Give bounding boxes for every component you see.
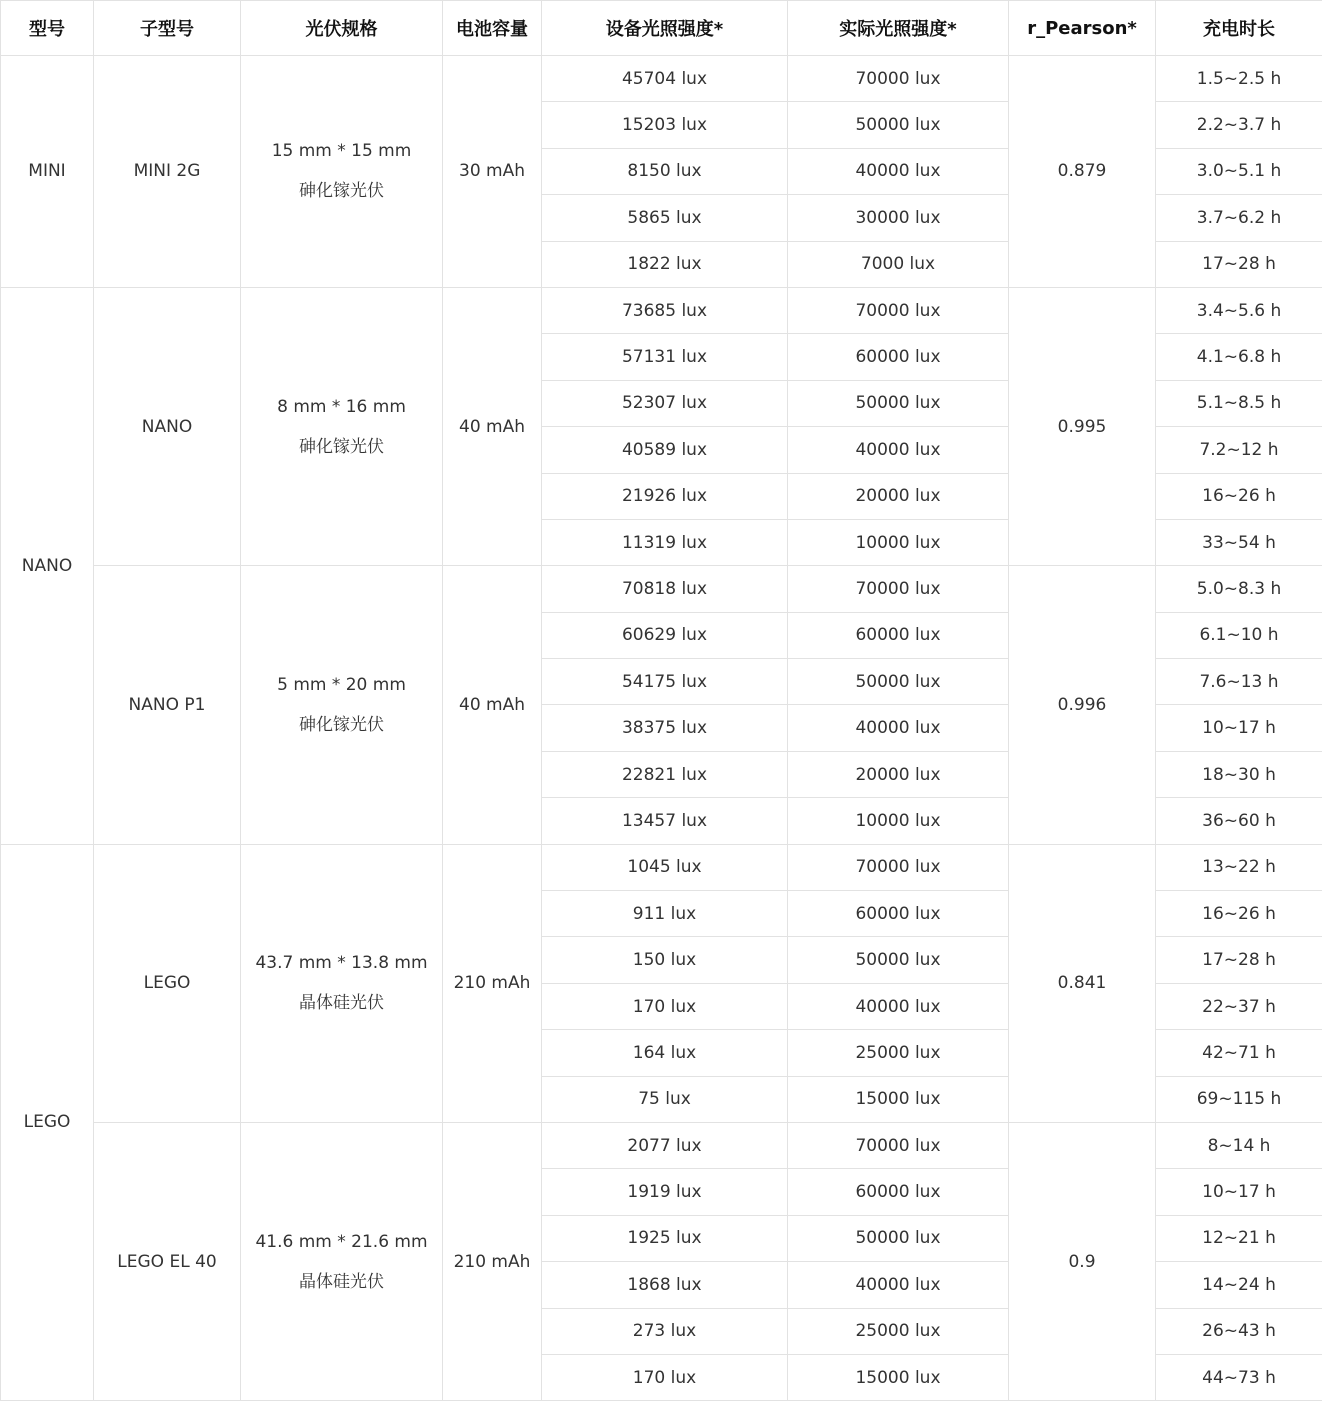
device-illuminance-cell: 164 lux bbox=[542, 1030, 788, 1076]
actual-illuminance-cell: 40000 lux bbox=[788, 705, 1009, 751]
actual-illuminance-cell: 7000 lux bbox=[788, 241, 1009, 287]
battery-cell: 210 mAh bbox=[443, 1122, 542, 1400]
model-cell: LEGO bbox=[1, 844, 94, 1401]
charge-time-cell: 3.0~5.1 h bbox=[1156, 148, 1322, 194]
charge-time-cell: 17~28 h bbox=[1156, 241, 1322, 287]
device-illuminance-cell: 1925 lux bbox=[542, 1215, 788, 1261]
r-pearson-cell: 0.996 bbox=[1009, 566, 1156, 844]
header-submodel: 子型号 bbox=[94, 1, 241, 56]
device-illuminance-cell: 1045 lux bbox=[542, 844, 788, 890]
header-row bbox=[1, 1, 1322, 56]
actual-illuminance-cell: 60000 lux bbox=[788, 334, 1009, 380]
pv-spec-cell bbox=[241, 56, 443, 288]
charge-time-cell: 22~37 h bbox=[1156, 983, 1322, 1029]
battery-cell: 40 mAh bbox=[443, 287, 542, 565]
device-illuminance-cell: 73685 lux bbox=[542, 287, 788, 333]
charge-time-cell: 5.1~8.5 h bbox=[1156, 380, 1322, 426]
device-illuminance-cell: 70818 lux bbox=[542, 566, 788, 612]
device-illuminance-cell: 150 lux bbox=[542, 937, 788, 983]
actual-illuminance-cell: 60000 lux bbox=[788, 1169, 1009, 1215]
pv-type: 砷化镓光伏 bbox=[299, 714, 384, 735]
device-illuminance-cell: 273 lux bbox=[542, 1308, 788, 1354]
battery-cell: 40 mAh bbox=[443, 566, 542, 844]
actual-illuminance-cell: 40000 lux bbox=[788, 1262, 1009, 1308]
charge-time-cell: 42~71 h bbox=[1156, 1030, 1322, 1076]
pv-size: 5 mm * 20 mm bbox=[277, 674, 406, 695]
actual-illuminance-cell: 20000 lux bbox=[788, 473, 1009, 519]
charge-time-cell: 5.0~8.3 h bbox=[1156, 566, 1322, 612]
pv-type: 晶体硅光伏 bbox=[299, 993, 384, 1014]
device-illuminance-cell: 170 lux bbox=[542, 983, 788, 1029]
pv-spec-cell bbox=[241, 287, 443, 565]
battery-cell: 210 mAh bbox=[443, 844, 542, 1122]
charge-time-cell: 1.5~2.5 h bbox=[1156, 56, 1322, 102]
charge-time-cell: 16~26 h bbox=[1156, 891, 1322, 937]
r-pearson-cell: 0.879 bbox=[1009, 56, 1156, 288]
charge-time-cell: 3.4~5.6 h bbox=[1156, 287, 1322, 333]
device-illuminance-cell: 57131 lux bbox=[542, 334, 788, 380]
pv-type: 砷化镓光伏 bbox=[299, 436, 384, 457]
battery-cell: 30 mAh bbox=[443, 56, 542, 288]
header-r-pearson: r_Pearson* bbox=[1009, 1, 1156, 56]
device-illuminance-cell: 170 lux bbox=[542, 1354, 788, 1400]
actual-illuminance-cell: 50000 lux bbox=[788, 659, 1009, 705]
actual-illuminance-cell: 70000 lux bbox=[788, 56, 1009, 102]
charge-time-cell: 16~26 h bbox=[1156, 473, 1322, 519]
charge-time-cell: 10~17 h bbox=[1156, 705, 1322, 751]
charge-time-cell: 13~22 h bbox=[1156, 844, 1322, 890]
header-device-illuminance: 设备光照强度* bbox=[542, 1, 788, 56]
pv-type: 晶体硅光伏 bbox=[299, 1271, 384, 1292]
actual-illuminance-cell: 70000 lux bbox=[788, 287, 1009, 333]
pv-size: 43.7 mm * 13.8 mm bbox=[255, 953, 428, 974]
header-battery-capacity: 电池容量 bbox=[443, 1, 542, 56]
charge-time-cell: 36~60 h bbox=[1156, 798, 1322, 844]
model-cell: MINI bbox=[1, 56, 94, 288]
actual-illuminance-cell: 30000 lux bbox=[788, 195, 1009, 241]
actual-illuminance-cell: 10000 lux bbox=[788, 798, 1009, 844]
table-row bbox=[1, 844, 1322, 890]
device-illuminance-cell: 1822 lux bbox=[542, 241, 788, 287]
pv-spec-cell bbox=[241, 1122, 443, 1400]
header-actual-illuminance: 实际光照强度* bbox=[788, 1, 1009, 56]
charge-time-cell: 44~73 h bbox=[1156, 1354, 1322, 1400]
charge-time-cell: 10~17 h bbox=[1156, 1169, 1322, 1215]
actual-illuminance-cell: 50000 lux bbox=[788, 380, 1009, 426]
header-model: 型号 bbox=[1, 1, 94, 56]
charge-time-cell: 14~24 h bbox=[1156, 1262, 1322, 1308]
r-pearson-cell: 0.841 bbox=[1009, 844, 1156, 1122]
pv-type: 砷化镓光伏 bbox=[299, 181, 384, 202]
submodel-cell: NANO P1 bbox=[94, 566, 241, 844]
actual-illuminance-cell: 50000 lux bbox=[788, 102, 1009, 148]
actual-illuminance-cell: 40000 lux bbox=[788, 983, 1009, 1029]
header-charge-time: 充电时长 bbox=[1156, 1, 1322, 56]
table-header bbox=[1, 1, 1322, 56]
pv-spec-cell bbox=[241, 566, 443, 844]
charge-time-cell: 3.7~6.2 h bbox=[1156, 195, 1322, 241]
device-illuminance-cell: 40589 lux bbox=[542, 427, 788, 473]
model-cell: NANO bbox=[1, 287, 94, 844]
device-illuminance-cell: 8150 lux bbox=[542, 148, 788, 194]
actual-illuminance-cell: 15000 lux bbox=[788, 1076, 1009, 1122]
r-pearson-cell: 0.9 bbox=[1009, 1122, 1156, 1400]
device-illuminance-cell: 1868 lux bbox=[542, 1262, 788, 1308]
device-illuminance-cell: 1919 lux bbox=[542, 1169, 788, 1215]
actual-illuminance-cell: 40000 lux bbox=[788, 148, 1009, 194]
charge-time-cell: 2.2~3.7 h bbox=[1156, 102, 1322, 148]
table-row bbox=[1, 56, 1322, 102]
device-illuminance-cell: 13457 lux bbox=[542, 798, 788, 844]
device-illuminance-cell: 54175 lux bbox=[542, 659, 788, 705]
device-illuminance-cell: 45704 lux bbox=[542, 56, 788, 102]
actual-illuminance-cell: 70000 lux bbox=[788, 1122, 1009, 1168]
actual-illuminance-cell: 50000 lux bbox=[788, 1215, 1009, 1261]
device-illuminance-cell: 60629 lux bbox=[542, 612, 788, 658]
header-pv-spec: 光伏规格 bbox=[241, 1, 443, 56]
table-body bbox=[1, 56, 1322, 1401]
device-illuminance-cell: 21926 lux bbox=[542, 473, 788, 519]
submodel-cell: NANO bbox=[94, 287, 241, 565]
pv-size: 41.6 mm * 21.6 mm bbox=[255, 1231, 428, 1252]
charge-time-cell: 7.2~12 h bbox=[1156, 427, 1322, 473]
actual-illuminance-cell: 70000 lux bbox=[788, 566, 1009, 612]
submodel-cell: LEGO EL 40 bbox=[94, 1122, 241, 1400]
charge-time-cell: 12~21 h bbox=[1156, 1215, 1322, 1261]
submodel-cell: MINI 2G bbox=[94, 56, 241, 288]
actual-illuminance-cell: 25000 lux bbox=[788, 1308, 1009, 1354]
charge-time-cell: 69~115 h bbox=[1156, 1076, 1322, 1122]
device-illuminance-cell: 38375 lux bbox=[542, 705, 788, 751]
actual-illuminance-cell: 60000 lux bbox=[788, 612, 1009, 658]
table-row bbox=[1, 566, 1322, 612]
actual-illuminance-cell: 25000 lux bbox=[788, 1030, 1009, 1076]
pv-spec-cell bbox=[241, 844, 443, 1122]
actual-illuminance-cell: 50000 lux bbox=[788, 937, 1009, 983]
pv-size: 8 mm * 16 mm bbox=[277, 396, 406, 417]
actual-illuminance-cell: 20000 lux bbox=[788, 751, 1009, 797]
actual-illuminance-cell: 40000 lux bbox=[788, 427, 1009, 473]
actual-illuminance-cell: 70000 lux bbox=[788, 844, 1009, 890]
device-illuminance-cell: 15203 lux bbox=[542, 102, 788, 148]
charge-time-cell: 26~43 h bbox=[1156, 1308, 1322, 1354]
device-illuminance-cell: 2077 lux bbox=[542, 1122, 788, 1168]
device-illuminance-cell: 75 lux bbox=[542, 1076, 788, 1122]
charge-time-cell: 6.1~10 h bbox=[1156, 612, 1322, 658]
actual-illuminance-cell: 60000 lux bbox=[788, 891, 1009, 937]
charge-time-cell: 18~30 h bbox=[1156, 751, 1322, 797]
table-row bbox=[1, 287, 1322, 333]
pv-size: 15 mm * 15 mm bbox=[271, 141, 412, 162]
device-illuminance-cell: 911 lux bbox=[542, 891, 788, 937]
table-row bbox=[1, 1122, 1322, 1168]
device-illuminance-cell: 5865 lux bbox=[542, 195, 788, 241]
device-illuminance-cell: 52307 lux bbox=[542, 380, 788, 426]
actual-illuminance-cell: 10000 lux bbox=[788, 519, 1009, 565]
submodel-cell: LEGO bbox=[94, 844, 241, 1122]
actual-illuminance-cell: 15000 lux bbox=[788, 1354, 1009, 1400]
device-illuminance-cell: 11319 lux bbox=[542, 519, 788, 565]
device-illuminance-cell: 22821 lux bbox=[542, 751, 788, 797]
charge-time-cell: 8~14 h bbox=[1156, 1122, 1322, 1168]
charge-time-cell: 33~54 h bbox=[1156, 519, 1322, 565]
r-pearson-cell: 0.995 bbox=[1009, 287, 1156, 565]
charge-time-cell: 4.1~6.8 h bbox=[1156, 334, 1322, 380]
charge-time-cell: 17~28 h bbox=[1156, 937, 1322, 983]
charge-time-cell: 7.6~13 h bbox=[1156, 659, 1322, 705]
